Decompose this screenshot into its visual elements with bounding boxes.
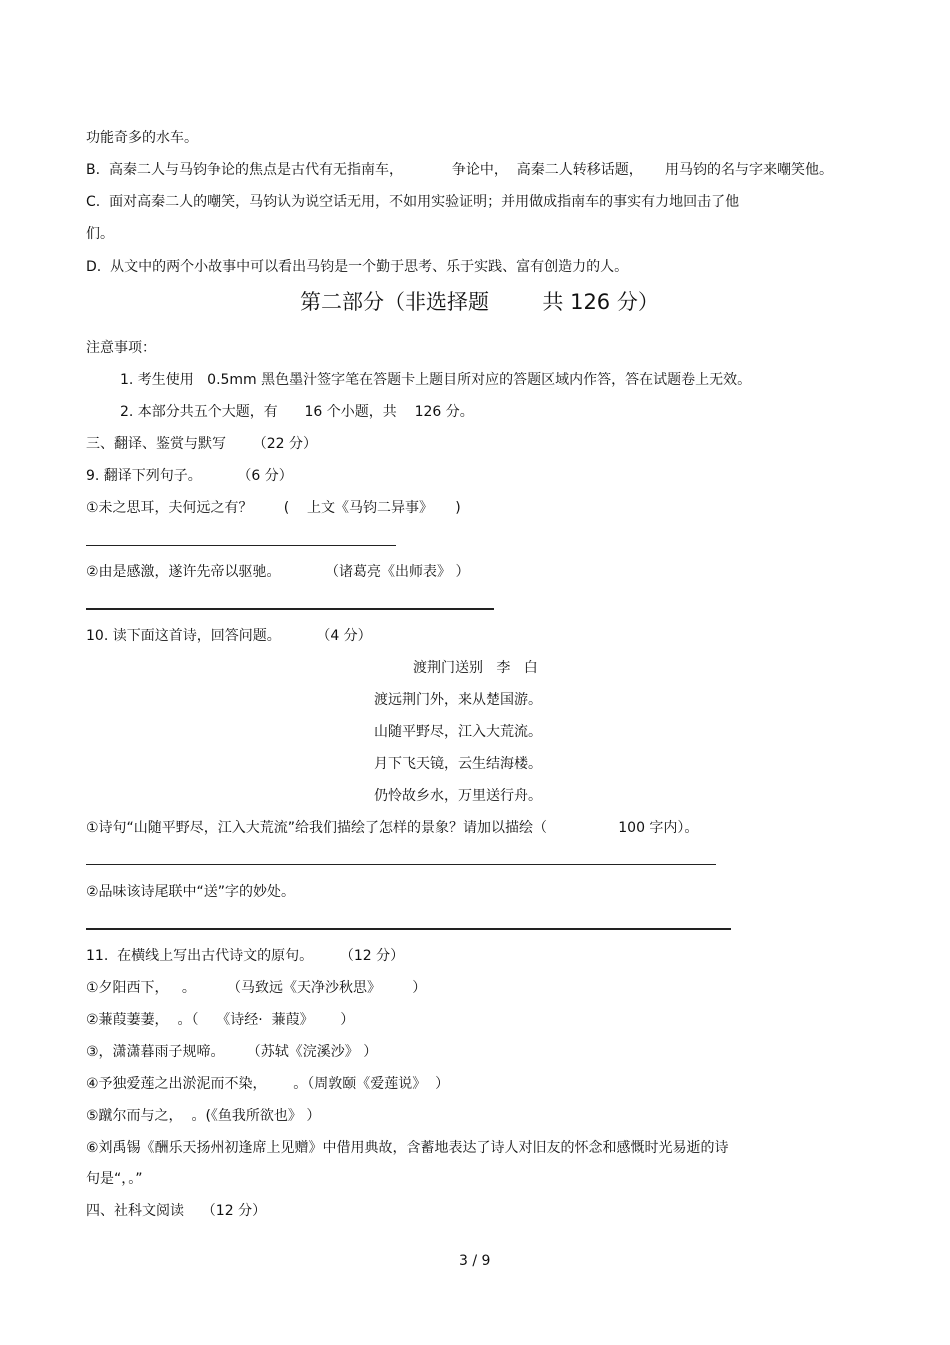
question-11-item-4: ④予独爱莲之出淤泥而不染， 。（周敦颐《爱莲说》 ） — [86, 1076, 450, 1092]
option-c: C. 面对高秦二人的嘲笑，马钧认为说空话无用，不如用实验证明；并用做成指南车的事实有力地回击了他 — [86, 194, 740, 210]
notice-heading: 注意事项： — [86, 340, 156, 356]
notice-item-1: 1. 考生使用 0.5mm 黑色墨汁签字笔在答题卡上题目所对应的答题区域内作答，答在试题卷上无效。 — [120, 372, 752, 388]
answer-line — [86, 608, 494, 610]
question-11-item-6: ⑥刘禹锡《酬乐天扬州初逢席上见赠》中借用典故，含蓄地表达了诗人对旧友的怀念和感慨时光易逝的诗 — [86, 1140, 729, 1156]
poem-line-2: 山随平野尽，江入大荒流。 — [374, 724, 542, 740]
poem-line-1: 渡远荆门外，来从楚国游。 — [374, 692, 542, 708]
question-11-item-6-continuation: 句是“，。” — [86, 1171, 143, 1187]
section-title: 第二部分（非选择题 共 126 分） — [300, 290, 659, 314]
answer-line — [86, 864, 716, 865]
question-9: 9. 翻译下列句子。 （6 分） — [86, 468, 293, 484]
section-3-heading: 三、翻译、鉴赏与默写 （22 分） — [86, 436, 317, 452]
option-a-continuation: 功能奇多的水车。 — [86, 130, 198, 146]
question-11-item-3: ③，潇潇暮雨子规啼。 （苏轼《浣溪沙》 ） — [86, 1044, 378, 1060]
option-b: B. 高秦二人与马钧争论的焦点是古代有无指南车， 争论中， 高秦二人转移话题， 用马钧的名与字来嘲笑他。 — [86, 162, 834, 178]
question-10-item-1: ①诗句“山随平野尽，江入大荒流”给我们描绘了怎样的景象？请加以描绘（ 100 字内）。 — [86, 820, 699, 836]
poem-line-4: 仍怜故乡水，万里送行舟。 — [374, 788, 542, 804]
answer-line — [86, 928, 731, 930]
question-10-item-2: ②品味该诗尾联中“送”字的妙处。 — [86, 884, 296, 900]
question-11-item-1: ①夕阳西下， 。 （马致远《天净沙秋思》 ） — [86, 980, 427, 996]
question-11-item-5: ⑤蹴尔而与之， 。(《鱼我所欲也》 ） — [86, 1108, 321, 1124]
question-11: 11. 在横线上写出古代诗文的原句。 （12 分） — [86, 948, 405, 964]
section-4-heading: 四、社科文阅读 （12 分） — [86, 1203, 267, 1219]
answer-line — [86, 545, 396, 546]
question-9-item-2: ②由是感激，遂许先帝以驱驰。 （诸葛亮《出师表》 ） — [86, 564, 470, 580]
page-number: 3 / 9 — [459, 1253, 491, 1269]
question-10: 10. 读下面这首诗，回答问题。 （4 分） — [86, 628, 372, 644]
notice-item-2: 2. 本部分共五个大题，有 16 个小题，共 126 分。 — [120, 404, 474, 420]
poem-title: 渡荆门送别 李 白 — [413, 660, 538, 676]
option-c-continuation: 们。 — [86, 226, 114, 242]
question-11-item-2: ②蒹葭萋萋， 。（ 《诗经· 蒹葭》 ） — [86, 1012, 355, 1028]
question-9-item-1: ①未之思耳，夫何远之有？ ( 上文《马钧二异事》 ) — [86, 500, 461, 516]
option-d: D. 从文中的两个小故事中可以看出马钧是一个勤于思考、乐于实践、富有创造力的人。 — [86, 259, 629, 275]
poem-line-3: 月下飞天镜，云生结海楼。 — [374, 756, 542, 772]
